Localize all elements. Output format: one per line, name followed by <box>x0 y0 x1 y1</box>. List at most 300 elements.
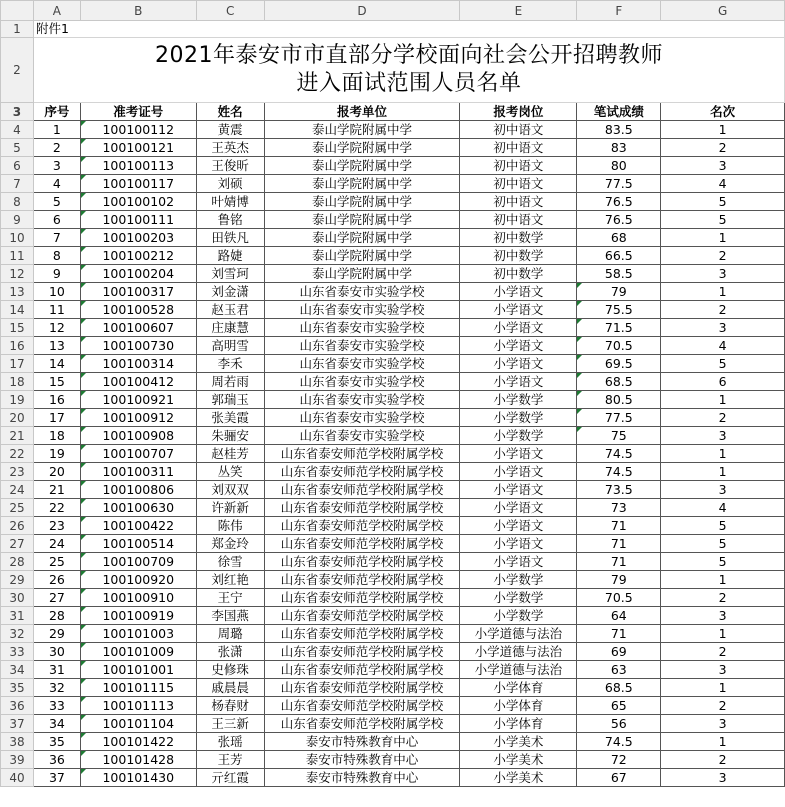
table-cell[interactable]: 泰山学院附属中学 <box>264 247 460 265</box>
table-cell[interactable]: 79 <box>577 283 661 301</box>
table-cell[interactable]: 80 <box>577 157 661 175</box>
table-cell[interactable]: 小学语文 <box>460 499 577 517</box>
table-cell[interactable]: 100100607 <box>80 319 196 337</box>
table-cell[interactable]: 小学语文 <box>460 355 577 373</box>
row-header[interactable]: 30 <box>1 589 34 607</box>
table-cell[interactable]: 山东省泰安师范学校附属学校 <box>264 643 460 661</box>
table-cell[interactable]: 山东省泰安师范学校附属学校 <box>264 589 460 607</box>
table-cell[interactable]: 小学语文 <box>460 283 577 301</box>
table-cell[interactable]: 2 <box>661 751 785 769</box>
column-header-d[interactable]: D <box>264 1 460 21</box>
row-header[interactable]: 1 <box>1 21 34 38</box>
column-header-g[interactable]: G <box>661 1 785 21</box>
table-cell[interactable]: 刘金潇 <box>196 283 264 301</box>
table-cell[interactable]: 张美霞 <box>196 409 264 427</box>
row-header[interactable]: 16 <box>1 337 34 355</box>
table-cell[interactable]: 杨春财 <box>196 697 264 715</box>
table-cell[interactable]: 75.5 <box>577 301 661 319</box>
table-cell[interactable]: 33 <box>33 697 80 715</box>
table-cell[interactable]: 小学语文 <box>460 517 577 535</box>
table-cell[interactable]: 100100920 <box>80 571 196 589</box>
table-cell[interactable]: 山东省泰安师范学校附属学校 <box>264 499 460 517</box>
table-cell[interactable]: 100100317 <box>80 283 196 301</box>
table-cell[interactable]: 83.5 <box>577 121 661 139</box>
table-cell[interactable]: 67 <box>577 769 661 787</box>
table-cell[interactable]: 初中语文 <box>460 211 577 229</box>
table-cell[interactable]: 小学语文 <box>460 373 577 391</box>
table-cell[interactable]: 25 <box>33 553 80 571</box>
table-cell[interactable]: 100101113 <box>80 697 196 715</box>
table-cell[interactable]: 泰山学院附属中学 <box>264 157 460 175</box>
table-cell[interactable]: 周璐 <box>196 625 264 643</box>
table-cell[interactable]: 小学道德与法治 <box>460 625 577 643</box>
table-cell[interactable]: 2 <box>661 589 785 607</box>
table-cell[interactable]: 山东省泰安市实验学校 <box>264 301 460 319</box>
table-cell[interactable]: 2 <box>661 697 785 715</box>
table-cell[interactable]: 100101430 <box>80 769 196 787</box>
table-cell[interactable]: 5 <box>661 535 785 553</box>
table-cell[interactable]: 100100707 <box>80 445 196 463</box>
table-cell[interactable]: 朱骊安 <box>196 427 264 445</box>
table-cell[interactable]: 100100102 <box>80 193 196 211</box>
table-cell[interactable]: 李国燕 <box>196 607 264 625</box>
header-cell[interactable]: 序号 <box>33 103 80 121</box>
table-cell[interactable]: 15 <box>33 373 80 391</box>
table-cell[interactable]: 35 <box>33 733 80 751</box>
table-cell[interactable]: 76.5 <box>577 211 661 229</box>
table-cell[interactable]: 80.5 <box>577 391 661 409</box>
table-cell[interactable]: 5 <box>33 193 80 211</box>
table-cell[interactable]: 3 <box>661 319 785 337</box>
row-header[interactable]: 5 <box>1 139 34 157</box>
table-cell[interactable]: 山东省泰安师范学校附属学校 <box>264 445 460 463</box>
table-cell[interactable]: 路婕 <box>196 247 264 265</box>
row-header[interactable]: 28 <box>1 553 34 571</box>
table-cell[interactable]: 泰山学院附属中学 <box>264 193 460 211</box>
table-cell[interactable]: 100101422 <box>80 733 196 751</box>
table-cell[interactable]: 刘双双 <box>196 481 264 499</box>
table-cell[interactable]: 小学数学 <box>460 607 577 625</box>
column-header-e[interactable]: E <box>460 1 577 21</box>
table-cell[interactable]: 3 <box>661 265 785 283</box>
table-cell[interactable]: 74.5 <box>577 463 661 481</box>
table-cell[interactable]: 7 <box>33 229 80 247</box>
table-cell[interactable]: 史修珠 <box>196 661 264 679</box>
table-cell[interactable]: 100100709 <box>80 553 196 571</box>
table-cell[interactable]: 泰山学院附属中学 <box>264 121 460 139</box>
table-cell[interactable]: 73 <box>577 499 661 517</box>
table-cell[interactable]: 泰安市特殊教育中心 <box>264 769 460 787</box>
table-cell[interactable]: 4 <box>661 499 785 517</box>
table-cell[interactable]: 小学体育 <box>460 697 577 715</box>
table-cell[interactable]: 山东省泰安师范学校附属学校 <box>264 535 460 553</box>
table-cell[interactable]: 小学道德与法治 <box>460 661 577 679</box>
table-cell[interactable]: 65 <box>577 697 661 715</box>
table-cell[interactable]: 77.5 <box>577 409 661 427</box>
header-cell[interactable]: 准考证号 <box>80 103 196 121</box>
row-header[interactable]: 2 <box>1 38 34 103</box>
row-header[interactable]: 12 <box>1 265 34 283</box>
table-cell[interactable]: 28 <box>33 607 80 625</box>
table-cell[interactable]: 32 <box>33 679 80 697</box>
table-cell[interactable]: 初中语文 <box>460 121 577 139</box>
table-cell[interactable]: 100100528 <box>80 301 196 319</box>
table-cell[interactable]: 100101115 <box>80 679 196 697</box>
table-cell[interactable]: 76.5 <box>577 193 661 211</box>
table-cell[interactable]: 14 <box>33 355 80 373</box>
table-cell[interactable]: 小学数学 <box>460 409 577 427</box>
row-header[interactable]: 22 <box>1 445 34 463</box>
row-header[interactable]: 35 <box>1 679 34 697</box>
table-cell[interactable]: 8 <box>33 247 80 265</box>
table-cell[interactable]: 1 <box>661 571 785 589</box>
row-header[interactable]: 24 <box>1 481 34 499</box>
table-cell[interactable]: 山东省泰安市实验学校 <box>264 355 460 373</box>
table-cell[interactable]: 赵玉君 <box>196 301 264 319</box>
table-cell[interactable]: 6 <box>661 373 785 391</box>
row-header[interactable]: 33 <box>1 643 34 661</box>
table-cell[interactable]: 77.5 <box>577 175 661 193</box>
table-cell[interactable]: 庄康慧 <box>196 319 264 337</box>
table-cell[interactable]: 张瑶 <box>196 733 264 751</box>
row-header[interactable]: 29 <box>1 571 34 589</box>
table-cell[interactable]: 小学语文 <box>460 553 577 571</box>
table-cell[interactable]: 66.5 <box>577 247 661 265</box>
table-cell[interactable]: 泰山学院附属中学 <box>264 229 460 247</box>
table-cell[interactable]: 小学语文 <box>460 535 577 553</box>
table-cell[interactable]: 2 <box>33 139 80 157</box>
table-cell[interactable]: 24 <box>33 535 80 553</box>
table-cell[interactable]: 泰山学院附属中学 <box>264 139 460 157</box>
table-cell[interactable]: 初中数学 <box>460 265 577 283</box>
row-header[interactable]: 9 <box>1 211 34 229</box>
table-cell[interactable]: 王三新 <box>196 715 264 733</box>
table-cell[interactable]: 小学数学 <box>460 589 577 607</box>
table-cell[interactable]: 3 <box>661 607 785 625</box>
title-cell[interactable]: 2021年泰安市市直部分学校面向社会公开招聘教师 进入面试范围人员名单 <box>33 38 784 103</box>
table-cell[interactable]: 5 <box>661 517 785 535</box>
table-cell[interactable]: 100100514 <box>80 535 196 553</box>
table-cell[interactable]: 23 <box>33 517 80 535</box>
table-cell[interactable]: 3 <box>661 481 785 499</box>
row-header[interactable]: 36 <box>1 697 34 715</box>
table-cell[interactable]: 初中语文 <box>460 193 577 211</box>
table-cell[interactable]: 73.5 <box>577 481 661 499</box>
table-cell[interactable]: 小学语文 <box>460 319 577 337</box>
table-cell[interactable]: 3 <box>661 715 785 733</box>
table-cell[interactable]: 3 <box>661 769 785 787</box>
table-cell[interactable]: 100100111 <box>80 211 196 229</box>
table-cell[interactable]: 68.5 <box>577 679 661 697</box>
table-cell[interactable]: 1 <box>661 391 785 409</box>
table-cell[interactable]: 79 <box>577 571 661 589</box>
table-cell[interactable]: 许新新 <box>196 499 264 517</box>
table-cell[interactable]: 1 <box>661 229 785 247</box>
table-cell[interactable]: 18 <box>33 427 80 445</box>
table-cell[interactable]: 泰安市特殊教育中心 <box>264 751 460 769</box>
table-cell[interactable]: 5 <box>661 355 785 373</box>
table-cell[interactable]: 100100117 <box>80 175 196 193</box>
table-cell[interactable]: 71 <box>577 535 661 553</box>
table-cell[interactable]: 70.5 <box>577 589 661 607</box>
table-cell[interactable]: 山东省泰安师范学校附属学校 <box>264 607 460 625</box>
table-cell[interactable]: 2 <box>661 409 785 427</box>
table-cell[interactable]: 3 <box>661 157 785 175</box>
table-cell[interactable]: 16 <box>33 391 80 409</box>
table-cell[interactable]: 徐雪 <box>196 553 264 571</box>
row-header[interactable]: 6 <box>1 157 34 175</box>
table-cell[interactable]: 100100422 <box>80 517 196 535</box>
row-header[interactable]: 20 <box>1 409 34 427</box>
table-cell[interactable]: 丛笑 <box>196 463 264 481</box>
table-cell[interactable]: 山东省泰安市实验学校 <box>264 427 460 445</box>
table-cell[interactable]: 小学语文 <box>460 463 577 481</box>
table-cell[interactable]: 19 <box>33 445 80 463</box>
table-cell[interactable]: 小学道德与法治 <box>460 643 577 661</box>
table-cell[interactable]: 周若雨 <box>196 373 264 391</box>
table-cell[interactable]: 100100910 <box>80 589 196 607</box>
table-cell[interactable]: 小学语文 <box>460 337 577 355</box>
select-all-corner[interactable] <box>1 1 34 21</box>
table-cell[interactable]: 63 <box>577 661 661 679</box>
table-cell[interactable]: 100101003 <box>80 625 196 643</box>
table-cell[interactable]: 田铁凡 <box>196 229 264 247</box>
row-header[interactable]: 18 <box>1 373 34 391</box>
table-cell[interactable]: 75 <box>577 427 661 445</box>
table-cell[interactable]: 亓红霞 <box>196 769 264 787</box>
table-cell[interactable]: 17 <box>33 409 80 427</box>
row-header[interactable]: 17 <box>1 355 34 373</box>
table-cell[interactable]: 王芳 <box>196 751 264 769</box>
table-cell[interactable]: 30 <box>33 643 80 661</box>
row-header[interactable]: 37 <box>1 715 34 733</box>
table-cell[interactable]: 3 <box>661 661 785 679</box>
table-cell[interactable]: 74.5 <box>577 733 661 751</box>
table-cell[interactable]: 泰安市特殊教育中心 <box>264 733 460 751</box>
table-cell[interactable]: 山东省泰安师范学校附属学校 <box>264 661 460 679</box>
table-cell[interactable]: 9 <box>33 265 80 283</box>
table-cell[interactable]: 山东省泰安师范学校附属学校 <box>264 697 460 715</box>
table-cell[interactable]: 山东省泰安市实验学校 <box>264 391 460 409</box>
column-header-f[interactable]: F <box>577 1 661 21</box>
table-cell[interactable]: 陈伟 <box>196 517 264 535</box>
table-cell[interactable]: 64 <box>577 607 661 625</box>
table-cell[interactable]: 3 <box>33 157 80 175</box>
table-cell[interactable]: 初中语文 <box>460 139 577 157</box>
table-cell[interactable]: 叶婧博 <box>196 193 264 211</box>
header-cell[interactable]: 笔试成绩 <box>577 103 661 121</box>
table-cell[interactable]: 山东省泰安市实验学校 <box>264 283 460 301</box>
table-cell[interactable]: 泰山学院附属中学 <box>264 211 460 229</box>
table-cell[interactable]: 4 <box>33 175 80 193</box>
table-cell[interactable]: 100101428 <box>80 751 196 769</box>
table-cell[interactable]: 22 <box>33 499 80 517</box>
table-cell[interactable]: 2 <box>661 139 785 157</box>
table-cell[interactable]: 31 <box>33 661 80 679</box>
table-cell[interactable]: 69.5 <box>577 355 661 373</box>
table-cell[interactable]: 5 <box>661 193 785 211</box>
table-cell[interactable]: 11 <box>33 301 80 319</box>
table-cell[interactable]: 山东省泰安师范学校附属学校 <box>264 553 460 571</box>
table-cell[interactable]: 5 <box>661 553 785 571</box>
table-cell[interactable]: 赵桂芳 <box>196 445 264 463</box>
table-cell[interactable]: 100100730 <box>80 337 196 355</box>
table-cell[interactable]: 26 <box>33 571 80 589</box>
table-cell[interactable]: 山东省泰安市实验学校 <box>264 319 460 337</box>
table-cell[interactable]: 山东省泰安师范学校附属学校 <box>264 715 460 733</box>
row-header[interactable]: 10 <box>1 229 34 247</box>
table-cell[interactable]: 小学语文 <box>460 445 577 463</box>
table-cell[interactable]: 100100919 <box>80 607 196 625</box>
table-cell[interactable]: 71.5 <box>577 319 661 337</box>
table-cell[interactable]: 4 <box>661 175 785 193</box>
header-cell[interactable]: 报考单位 <box>264 103 460 121</box>
row-header[interactable]: 39 <box>1 751 34 769</box>
table-cell[interactable]: 小学语文 <box>460 301 577 319</box>
table-cell[interactable]: 6 <box>33 211 80 229</box>
table-cell[interactable]: 泰山学院附属中学 <box>264 175 460 193</box>
table-cell[interactable]: 21 <box>33 481 80 499</box>
table-cell[interactable]: 100100412 <box>80 373 196 391</box>
table-cell[interactable]: 初中数学 <box>460 229 577 247</box>
table-cell[interactable]: 100100203 <box>80 229 196 247</box>
header-cell[interactable]: 报考岗位 <box>460 103 577 121</box>
table-cell[interactable]: 山东省泰安师范学校附属学校 <box>264 625 460 643</box>
row-header[interactable]: 23 <box>1 463 34 481</box>
table-cell[interactable]: 山东省泰安师范学校附属学校 <box>264 463 460 481</box>
table-cell[interactable]: 58.5 <box>577 265 661 283</box>
header-cell[interactable]: 名次 <box>661 103 785 121</box>
table-cell[interactable]: 70.5 <box>577 337 661 355</box>
table-cell[interactable]: 1 <box>661 463 785 481</box>
row-header[interactable]: 15 <box>1 319 34 337</box>
table-cell[interactable]: 100100121 <box>80 139 196 157</box>
table-cell[interactable]: 王英杰 <box>196 139 264 157</box>
column-header-c[interactable]: C <box>196 1 264 21</box>
table-cell[interactable]: 100100630 <box>80 499 196 517</box>
table-cell[interactable]: 小学体育 <box>460 679 577 697</box>
annotation-cell[interactable]: 附件1 <box>33 21 784 38</box>
table-cell[interactable]: 山东省泰安市实验学校 <box>264 337 460 355</box>
table-cell[interactable]: 100100204 <box>80 265 196 283</box>
table-cell[interactable]: 刘红艳 <box>196 571 264 589</box>
table-cell[interactable]: 72 <box>577 751 661 769</box>
table-cell[interactable]: 100101009 <box>80 643 196 661</box>
table-cell[interactable]: 3 <box>661 427 785 445</box>
row-header[interactable]: 34 <box>1 661 34 679</box>
table-cell[interactable]: 黄震 <box>196 121 264 139</box>
table-cell[interactable]: 小学美术 <box>460 733 577 751</box>
table-cell[interactable]: 高明雪 <box>196 337 264 355</box>
table-cell[interactable]: 1 <box>33 121 80 139</box>
column-header-a[interactable]: A <box>33 1 80 21</box>
table-cell[interactable]: 100100311 <box>80 463 196 481</box>
table-cell[interactable]: 1 <box>661 445 785 463</box>
column-header-b[interactable]: B <box>80 1 196 21</box>
row-header[interactable]: 27 <box>1 535 34 553</box>
row-header[interactable]: 14 <box>1 301 34 319</box>
table-cell[interactable]: 100100912 <box>80 409 196 427</box>
table-cell[interactable]: 100101104 <box>80 715 196 733</box>
row-header[interactable]: 38 <box>1 733 34 751</box>
table-cell[interactable]: 戚晨晨 <box>196 679 264 697</box>
table-cell[interactable]: 36 <box>33 751 80 769</box>
row-header[interactable]: 4 <box>1 121 34 139</box>
table-cell[interactable]: 100100212 <box>80 247 196 265</box>
table-cell[interactable]: 1 <box>661 679 785 697</box>
table-cell[interactable]: 100101001 <box>80 661 196 679</box>
row-header[interactable]: 32 <box>1 625 34 643</box>
table-cell[interactable]: 刘硕 <box>196 175 264 193</box>
table-cell[interactable]: 69 <box>577 643 661 661</box>
table-cell[interactable]: 100100921 <box>80 391 196 409</box>
table-cell[interactable]: 2 <box>661 643 785 661</box>
table-cell[interactable]: 初中语文 <box>460 157 577 175</box>
table-cell[interactable]: 71 <box>577 553 661 571</box>
row-header[interactable]: 19 <box>1 391 34 409</box>
table-cell[interactable]: 100100806 <box>80 481 196 499</box>
table-cell[interactable]: 71 <box>577 625 661 643</box>
table-cell[interactable]: 刘雪珂 <box>196 265 264 283</box>
table-cell[interactable]: 小学语文 <box>460 481 577 499</box>
row-header[interactable]: 11 <box>1 247 34 265</box>
table-cell[interactable]: 王宁 <box>196 589 264 607</box>
table-cell[interactable]: 71 <box>577 517 661 535</box>
table-cell[interactable]: 李禾 <box>196 355 264 373</box>
row-header[interactable]: 7 <box>1 175 34 193</box>
table-cell[interactable]: 初中语文 <box>460 175 577 193</box>
table-cell[interactable]: 2 <box>661 301 785 319</box>
header-cell[interactable]: 姓名 <box>196 103 264 121</box>
table-cell[interactable]: 34 <box>33 715 80 733</box>
table-cell[interactable]: 37 <box>33 769 80 787</box>
table-cell[interactable]: 5 <box>661 211 785 229</box>
table-cell[interactable]: 10 <box>33 283 80 301</box>
table-cell[interactable]: 4 <box>661 337 785 355</box>
table-cell[interactable]: 1 <box>661 283 785 301</box>
table-cell[interactable]: 100100314 <box>80 355 196 373</box>
table-cell[interactable]: 山东省泰安师范学校附属学校 <box>264 571 460 589</box>
table-cell[interactable]: 1 <box>661 625 785 643</box>
row-header[interactable]: 3 <box>1 103 34 121</box>
table-cell[interactable]: 山东省泰安师范学校附属学校 <box>264 679 460 697</box>
row-header[interactable]: 40 <box>1 769 34 787</box>
table-cell[interactable]: 鲁铭 <box>196 211 264 229</box>
table-cell[interactable]: 山东省泰安市实验学校 <box>264 409 460 427</box>
table-cell[interactable]: 小学数学 <box>460 427 577 445</box>
table-cell[interactable]: 56 <box>577 715 661 733</box>
row-header[interactable]: 31 <box>1 607 34 625</box>
table-cell[interactable]: 68 <box>577 229 661 247</box>
table-cell[interactable]: 小学数学 <box>460 391 577 409</box>
table-cell[interactable]: 83 <box>577 139 661 157</box>
table-cell[interactable]: 1 <box>661 121 785 139</box>
table-cell[interactable]: 100100112 <box>80 121 196 139</box>
table-cell[interactable]: 小学数学 <box>460 571 577 589</box>
table-cell[interactable]: 山东省泰安师范学校附属学校 <box>264 481 460 499</box>
table-cell[interactable]: 1 <box>661 733 785 751</box>
table-cell[interactable]: 29 <box>33 625 80 643</box>
table-cell[interactable]: 郑金玲 <box>196 535 264 553</box>
table-cell[interactable]: 100100113 <box>80 157 196 175</box>
table-cell[interactable]: 山东省泰安市实验学校 <box>264 373 460 391</box>
table-cell[interactable]: 张潇 <box>196 643 264 661</box>
table-cell[interactable]: 27 <box>33 589 80 607</box>
row-header[interactable]: 25 <box>1 499 34 517</box>
table-cell[interactable]: 小学体育 <box>460 715 577 733</box>
table-cell[interactable]: 12 <box>33 319 80 337</box>
table-cell[interactable]: 泰山学院附属中学 <box>264 265 460 283</box>
